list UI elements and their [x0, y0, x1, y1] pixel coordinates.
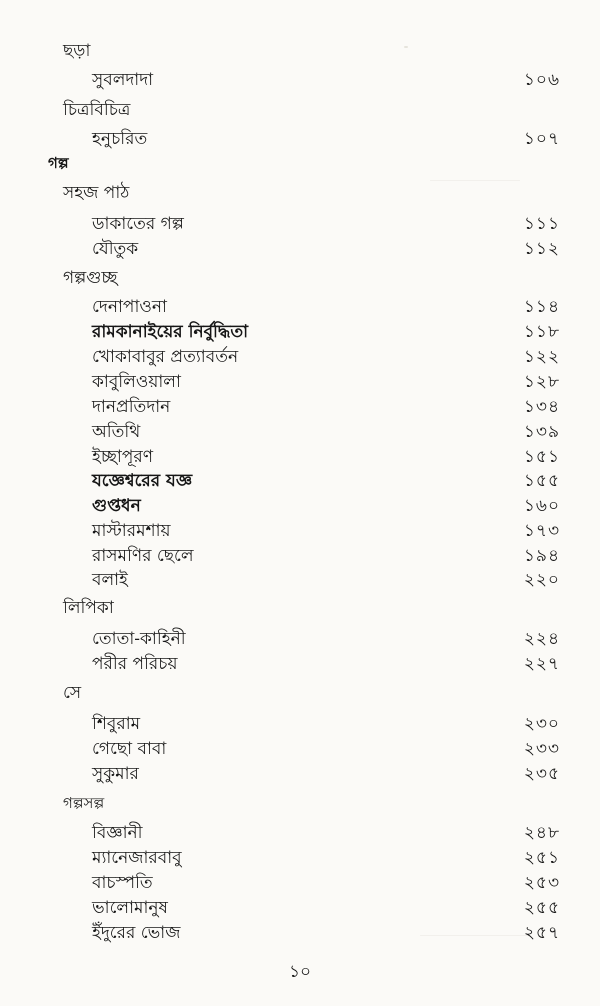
- toc-page-number: ২৪৮: [523, 823, 560, 843]
- toc-entry: [0, 626, 600, 652]
- toc-title: গেছো বাবা: [92, 739, 167, 759]
- toc-title: গল্প: [48, 154, 69, 172]
- footer-page-number: ১০: [288, 962, 312, 982]
- toc-page-number: ২২৪: [523, 629, 560, 649]
- toc-page-number: ২৫১: [523, 848, 560, 868]
- toc-title: চিত্রবিচিত্র: [63, 100, 131, 120]
- toc-entry: [0, 711, 600, 737]
- toc-entry: [0, 444, 600, 470]
- toc-title: লিপিকা: [63, 598, 114, 618]
- toc-entry: [0, 67, 600, 93]
- toc-entry: [0, 344, 600, 370]
- toc-title: ইঁদুরের ভোজ: [92, 923, 181, 943]
- toc-title: হনুচরিত: [92, 129, 148, 149]
- toc-title: বলাই: [92, 570, 128, 590]
- toc-title: রাসমণির ছেলে: [92, 546, 194, 566]
- toc-title: পরীর পরিচয়: [92, 654, 178, 674]
- toc-page-number: ১২২: [523, 347, 560, 367]
- toc-page-number: ২৫৭: [523, 923, 560, 943]
- toc-page-number: ১৫১: [523, 447, 560, 467]
- toc-page-number: ২৩৫: [523, 764, 560, 784]
- toc-title: তোতা-কাহিনী: [92, 629, 186, 649]
- toc-title: অতিথি: [92, 422, 141, 442]
- toc-title: দানপ্রতিদান: [92, 397, 171, 417]
- toc-entry: [0, 820, 600, 846]
- toc-entry: [0, 419, 600, 445]
- toc-section-heading: [0, 150, 600, 176]
- toc-page-number: ২২৭: [523, 654, 560, 674]
- toc-entry: [0, 319, 600, 345]
- toc-title: ডাকাতের গল্প: [92, 214, 184, 234]
- toc-title: সুকুমার: [92, 764, 139, 784]
- toc-heading: [0, 680, 600, 706]
- toc-page-number: ২৫৫: [523, 898, 560, 918]
- toc-entry: [0, 236, 600, 262]
- toc-title: গুপ্তধন: [92, 496, 141, 516]
- toc-entry: [0, 369, 600, 395]
- toc-entry: [0, 518, 600, 544]
- toc-title: ভালোমানুষ: [92, 898, 168, 918]
- toc-page-number: ১০৬: [523, 70, 560, 90]
- toc-page-number: ১৫৫: [523, 471, 560, 491]
- toc-page-number: ২৫৩: [523, 873, 560, 893]
- toc-title: কাবুলিওয়ালা: [92, 372, 181, 392]
- toc-heading-chhora: [0, 38, 600, 64]
- toc-title: গল্পগুচ্ছ: [63, 268, 118, 288]
- toc-heading: [0, 97, 600, 123]
- toc-entry: [0, 294, 600, 320]
- toc-title: যৌতুক: [92, 239, 139, 259]
- toc-title: ছড়া: [63, 41, 91, 61]
- toc-heading: [0, 180, 600, 206]
- toc-page-number: ১৩৪: [523, 397, 560, 417]
- toc-entry: [0, 736, 600, 762]
- toc-title: বাচস্পতি: [92, 873, 153, 893]
- toc-page-number: ১১৪: [523, 297, 560, 317]
- toc-page-number: ২৩০: [523, 714, 560, 734]
- toc-page-number: ১৯৪: [523, 546, 560, 566]
- toc-title: ম্যানেজারবাবু: [92, 848, 182, 868]
- toc-title: বিজ্ঞানী: [92, 823, 143, 843]
- toc-page-number: ১১৮: [523, 322, 560, 342]
- toc-page-number: ১১২: [523, 239, 560, 259]
- toc-entry: [0, 211, 600, 237]
- toc-page-number: ১৭৩: [523, 521, 560, 541]
- toc-entry: [0, 845, 600, 871]
- toc-entry: [0, 493, 600, 519]
- toc-heading: [0, 790, 600, 816]
- toc-title: খোকাবাবুর প্রত্যাবর্তন: [92, 347, 239, 367]
- toc-page-number: ১৬০: [523, 496, 560, 516]
- toc-page-number: ১৩৯: [523, 422, 560, 442]
- toc-entry: [0, 543, 600, 569]
- toc-page-number: ১০৭: [523, 129, 560, 149]
- toc-title: শিবুরাম: [92, 714, 141, 734]
- toc-entry: [0, 870, 600, 896]
- toc-page-number: ২২০: [523, 570, 560, 590]
- toc-title: সে: [63, 683, 82, 703]
- toc-entry: [0, 761, 600, 787]
- toc-entry: [0, 567, 600, 593]
- toc-title: দেনাপাওনা: [92, 297, 167, 317]
- toc-entry: [0, 920, 600, 946]
- toc-title: গল্পসল্প: [63, 794, 105, 812]
- toc-entry: [0, 394, 600, 420]
- toc-title: যজ্ঞেশ্বরের যজ্ঞ: [92, 471, 193, 491]
- toc-entry: [0, 895, 600, 921]
- toc-page-number: ১১১: [523, 214, 560, 234]
- toc-title: মাস্টারমশায়: [92, 521, 171, 541]
- toc-page-number: ২৩৩: [523, 739, 560, 759]
- toc-heading: [0, 595, 600, 621]
- toc-heading: [0, 265, 600, 291]
- toc-entry: [0, 126, 600, 152]
- toc-entry: [0, 468, 600, 494]
- toc-title: ইচ্ছাপূরণ: [92, 447, 154, 467]
- toc-title: সহজ পাঠ: [63, 183, 130, 203]
- toc-entry: [0, 651, 600, 677]
- toc-page-number: ১২৮: [523, 372, 560, 392]
- toc-title: রামকানাইয়ের নির্বুদ্ধিতা: [92, 322, 249, 342]
- toc-title: সুবলদাদা: [92, 70, 154, 90]
